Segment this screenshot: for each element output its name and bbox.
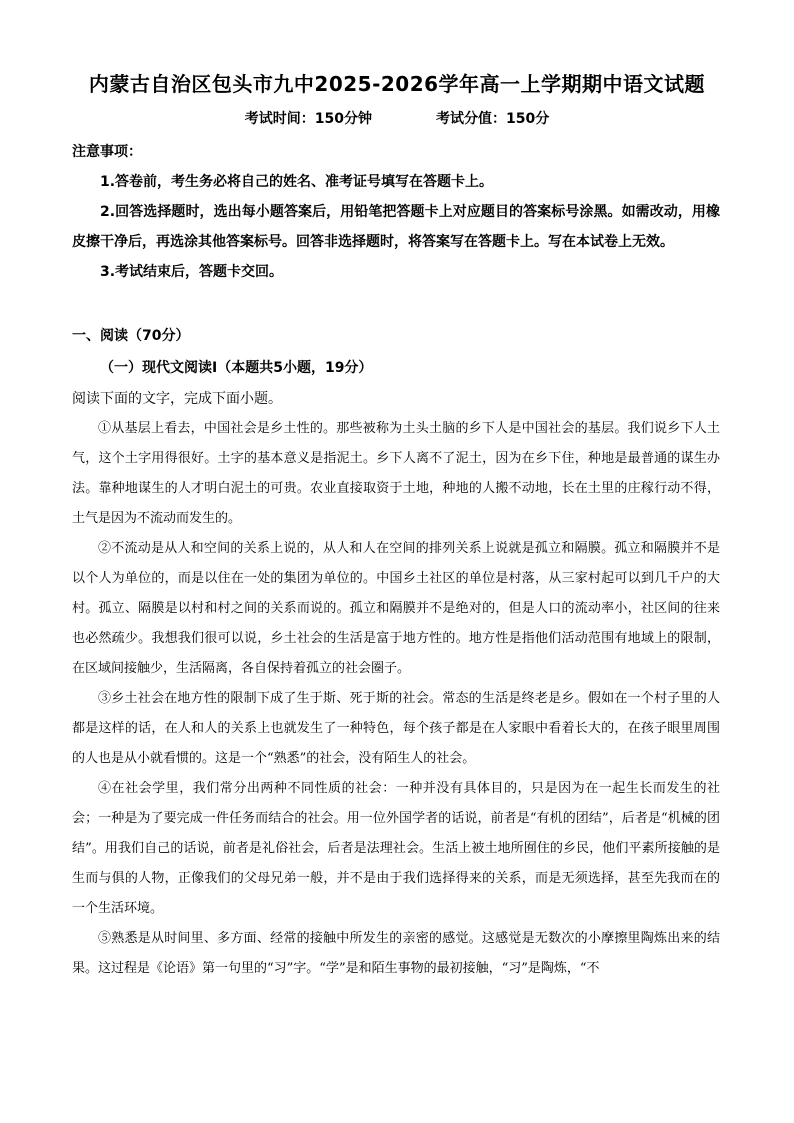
exam-time: 考试时间：150分钟 (244, 111, 372, 127)
reading-instruction: 阅读下面的文字，完成下面小题。 (72, 391, 282, 407)
passage-paragraph: ⑤熟悉是从时间里、多方面、经常的接触中所发生的亲密的感觉。这感觉是无数次的小摩擦里陶炼出来的结果。这过程是《论语》第一句里的“习”字。“学”是和陌生事物的最初接触，“习”是陶炼，“不 (72, 931, 720, 976)
reading-passage (72, 414, 720, 1024)
note-item: 3.考试结束后，答题卡交回。 (100, 264, 284, 280)
passage-paragraph: ④在社会学里，我们常分出两种不同性质的社会：一种并没有具体目的，只是因为在一起生长而发生的社会；一种是为了要完成一件任务而结合的社会。用一位外国学者的话说，前者是“有机的团结”，后者是“机械的团结”。用我们自己的话说，前者是礼俗社会，后者是法理社会。生活上被土地所囿住的乡民，他们平素所接触的是生而与俱的人物，正像我们的父母兄弟一般，并不是由于我们选择得来的关系，而是无须选择，甚至先我而在的一个生活环境。 (72, 781, 720, 916)
notes-list (72, 167, 720, 287)
section-subheading: （一）现代文阅读Ⅰ（本题共5小题，19分） (100, 360, 373, 376)
passage-paragraph: ②不流动是从人和空间的关系上说的，从人和人在空间的排列关系上说就是孤立和隔膜。孤立和隔膜并不是以个人为单位的，而是以住在一处的集团为单位的。中国乡土社区的单位是村落，从三家村起可以到几千户的大村。孤立、隔膜是以村和村之间的关系而说的。孤立和隔膜并不是绝对的，但是人口的流动率小，社区间的往来也必然疏少。我想我们很可以说，乡土社会的生活是富于地方性的。地方性是指他们活动范围有地域上的限制，在区域间接触少，生活隔离，各自保持着孤立的社会圈子。 (72, 541, 720, 676)
passage-paragraph: ③乡土社会在地方性的限制下成了生于斯、死于斯的社会。常态的生活是终老是乡。假如在一个村子里的人都是这样的话，在人和人的关系上也就发生了一种特色，每个孩子都是在人家眼中看着长大的，在孩子眼里周围的人也是从小就看惯的。这是一个“熟悉”的社会，没有陌生人的社会。 (72, 691, 720, 766)
section-heading: 一、阅读（70分） (72, 328, 190, 344)
exam-info (0, 108, 794, 128)
passage-paragraph: ①从基层上看去，中国社会是乡土性的。那些被称为土头土脑的乡下人是中国社会的基层。我们说乡下人土气，这个土字用得很好。土字的基本意义是指泥土。乡下人离不了泥土，因为在乡下住，种地是最普通的谋生办法。靠种地谋生的人才明白泥土的可贵。农业直接取资于土地，种地的人搬不动地，长在土里的庄稼行动不得，土气是因为不流动而发生的。 (72, 421, 720, 526)
exam-title: 内蒙古自治区包头市九中2025-2026学年高一上学期期中语文试题 (88, 72, 706, 96)
notes-heading: 注意事项： (72, 144, 142, 160)
note-item: 1.答卷前，考生务必将自己的姓名、准考证号填写在答题卡上。 (100, 174, 494, 190)
exam-score: 考试分值：150分 (436, 111, 550, 127)
note-item: 2.回答选择题时，选出每小题答案后，用铅笔把答题卡上对应题目的答案标号涂黑。如需改动，用橡皮擦干净后，再选涂其他答案标号。回答非选择题时，将答案写在答题卡上。写在本试卷上无效。 (72, 204, 720, 250)
